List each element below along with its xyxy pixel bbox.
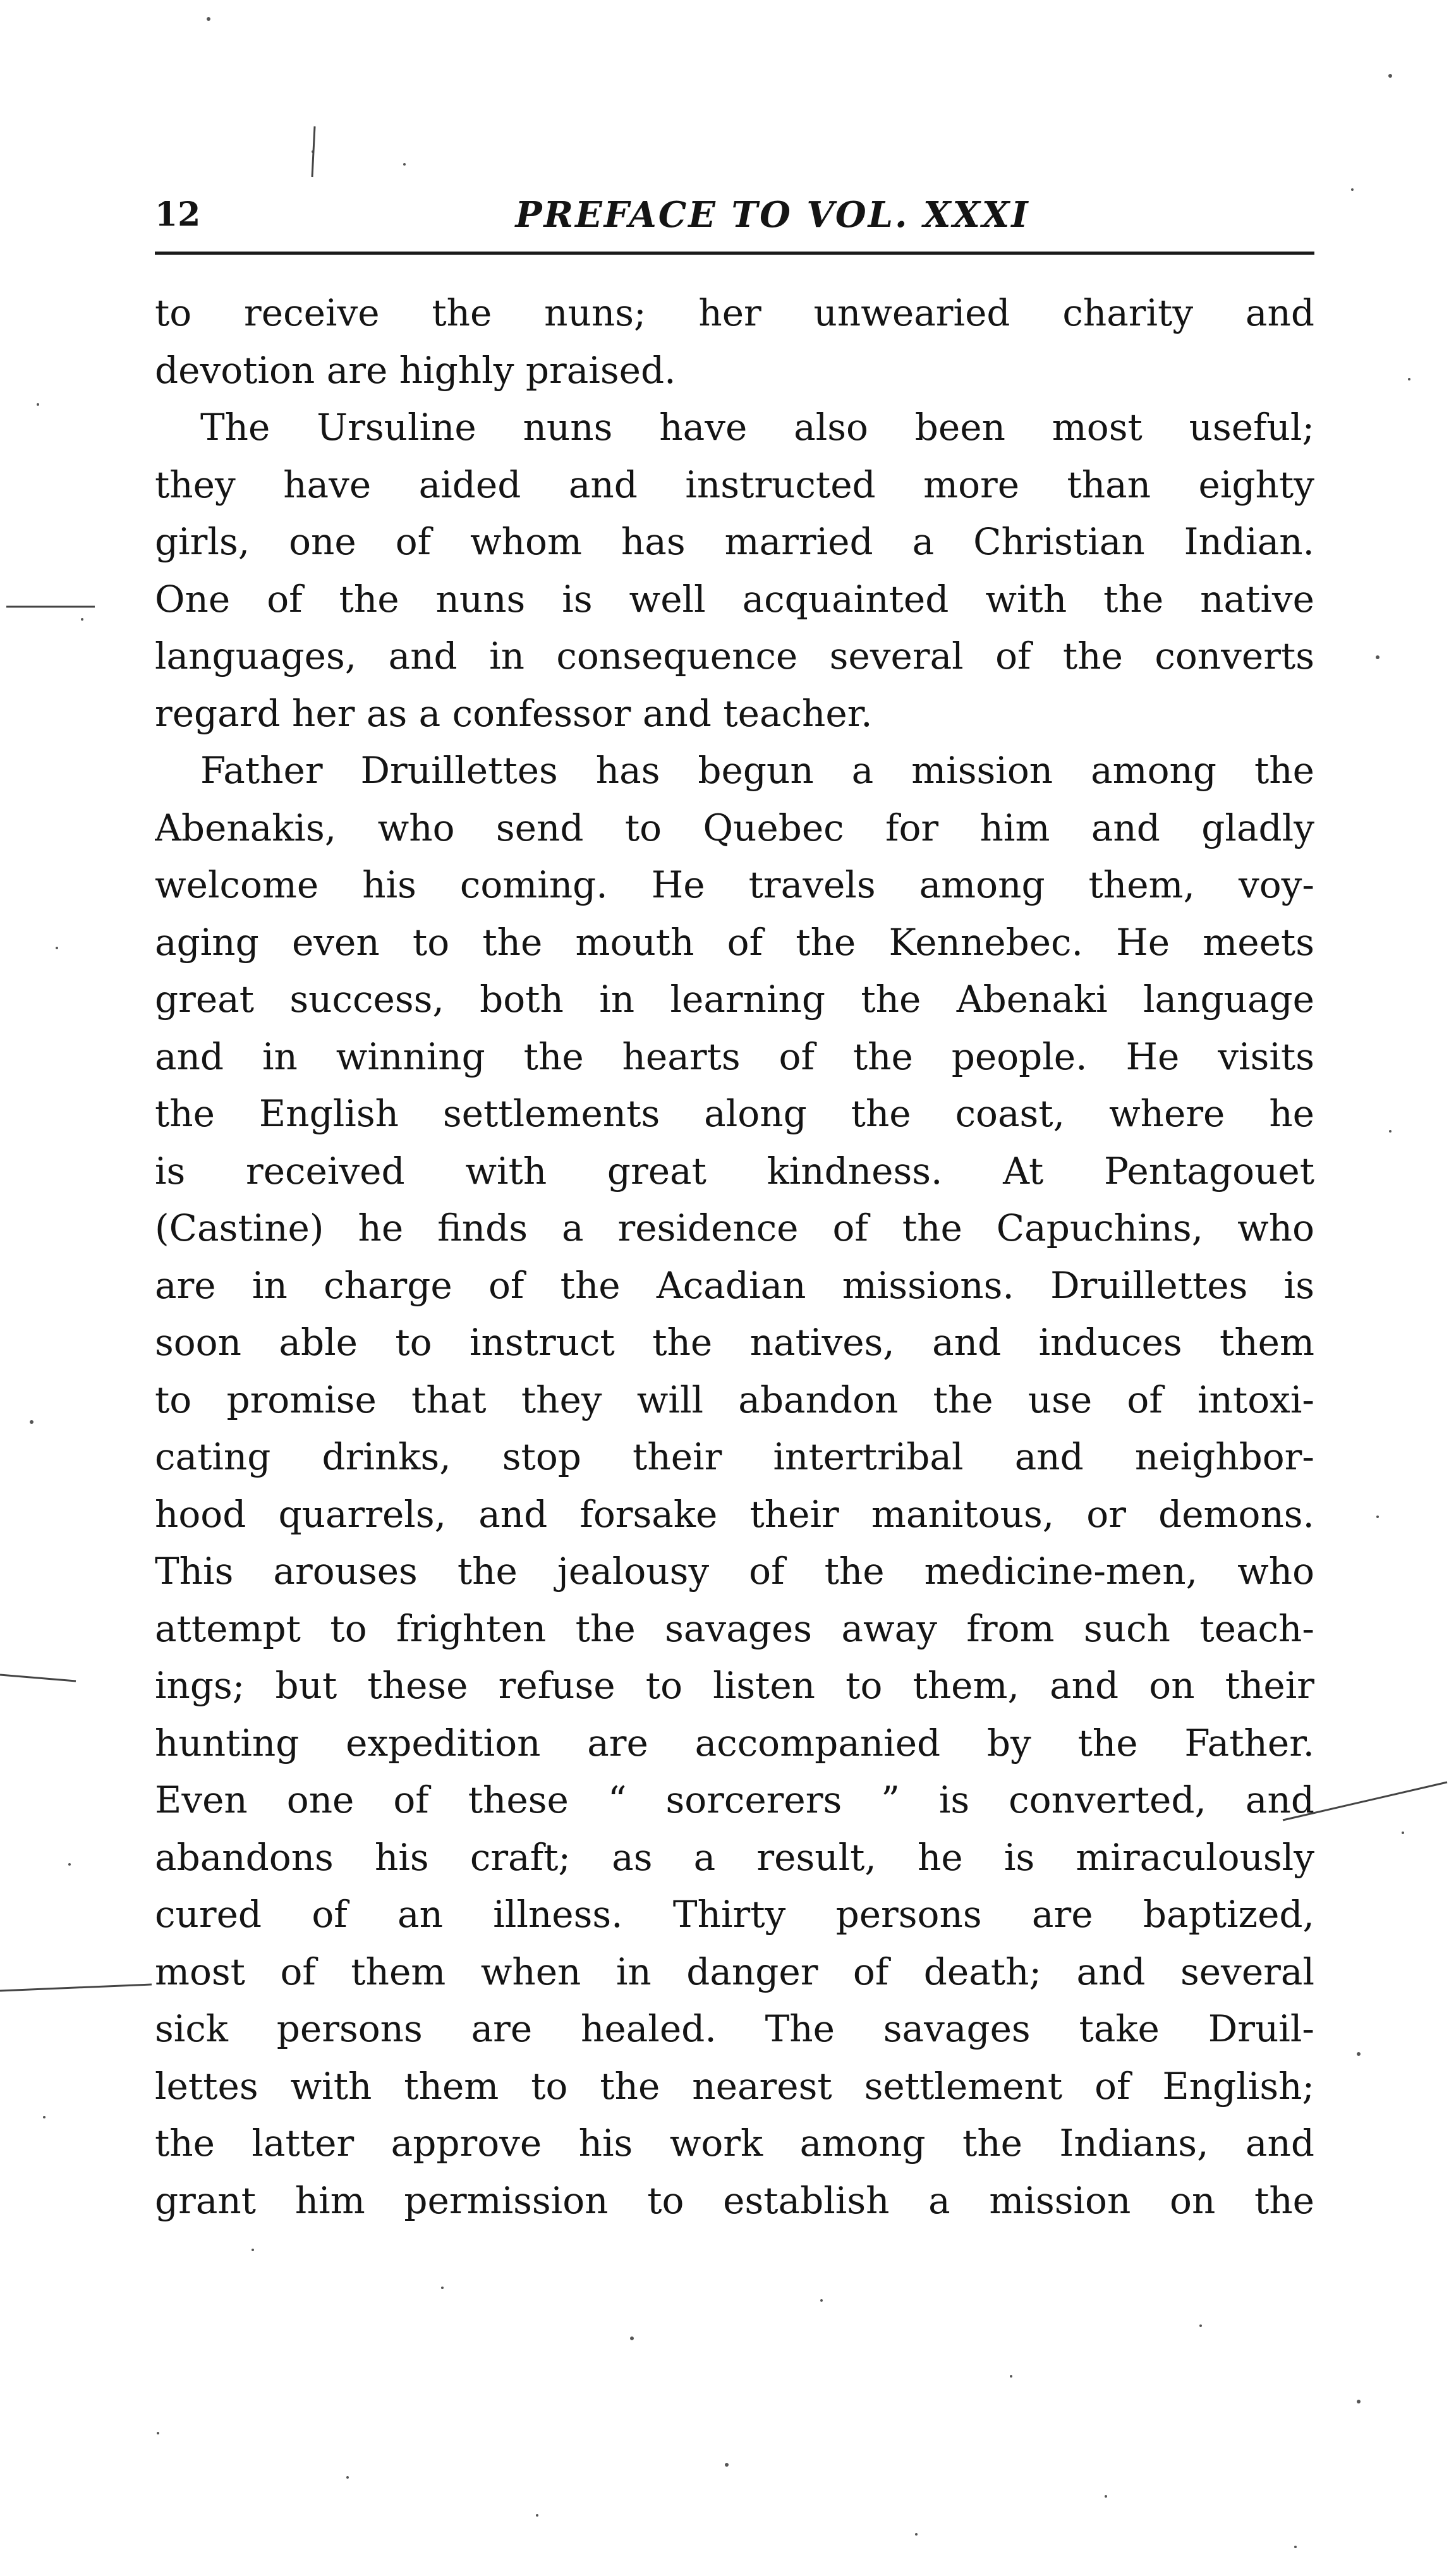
text-line: Even one of these “ sorcerers ” is converted, and <box>155 1778 1314 1821</box>
body-text <box>155 284 1314 2229</box>
text-line: soon able to instruct the natives, and induces them <box>155 1321 1314 1364</box>
text-line: lettes with them to the nearest settlement of English; <box>155 2064 1314 2108</box>
text-line: are in charge of the Acadian missions. Druillettes is <box>155 1263 1314 1307</box>
text-line: great success, both in learning the Abenaki language <box>155 978 1314 1021</box>
text-line: ings; but these refuse to listen to them, and on their <box>155 1664 1314 1707</box>
text-line: regard her as a confessor and teacher. <box>155 691 873 735</box>
text-line: and in winning the hearts of the people. He visits <box>155 1035 1314 1078</box>
text-line: girls, one of whom has married a Christian Indian. <box>155 520 1314 563</box>
text-line: Father Druillettes has begun a mission among the <box>200 749 1314 792</box>
text-line: to promise that they will abandon the use of intoxi- <box>155 1378 1314 1421</box>
text-line: hood quarrels, and forsake their manitous, or demons. <box>155 1492 1314 1536</box>
text-line: welcome his coming. He travels among them, voy- <box>155 863 1314 906</box>
text-line: they have aided and instructed more than eighty <box>155 463 1314 506</box>
text-line: The Ursuline nuns have also been most useful; <box>200 406 1314 449</box>
text-line: sick persons are healed. The savages take Druil- <box>155 2007 1314 2050</box>
text-line: One of the nuns is well acquainted with the native <box>155 577 1314 621</box>
text-line: attempt to frighten the savages away from such teach- <box>155 1607 1314 1650</box>
text-line: aging even to the mouth of the Kennebec. He meets <box>155 920 1314 964</box>
text-line: cating drinks, stop their intertribal and neighbor- <box>155 1435 1314 1478</box>
text-line: This arouses the jealousy of the medicine-men, who <box>155 1550 1314 1593</box>
text-line: languages, and in consequence several of the converts <box>155 635 1314 677</box>
text-line: cured of an illness. Thirty persons are baptized, <box>155 1893 1314 1936</box>
header-rule <box>155 252 1314 255</box>
text-line: is received with great kindness. At Pentagouet <box>155 1149 1314 1193</box>
text-line: devotion are highly praised. <box>155 348 676 392</box>
text-line: hunting expedition are accompanied by the Father. <box>155 1721 1314 1765</box>
running-head: PREFACE TO VOL. XXXI <box>515 194 1030 236</box>
text-line: grant him permission to establish a mission on the <box>155 2178 1314 2222</box>
text-line: to receive the nuns; her unwearied charity and <box>155 291 1314 334</box>
text-line: (Castine) he finds a residence of the Capuchins, who <box>155 1206 1314 1249</box>
text-line: Abenakis, who send to Quebec for him and gladly <box>155 806 1314 849</box>
page-header <box>155 190 1314 250</box>
text-line: most of them when in danger of death; and several <box>155 1950 1314 1993</box>
page-number: 12 <box>155 195 201 234</box>
text-line: abandons his craft; as a result, he is miraculously <box>155 1835 1314 1879</box>
text-line: the English settlements along the coast, where he <box>155 1092 1314 1135</box>
text-line: the latter approve his work among the Indians, and <box>155 2122 1314 2165</box>
